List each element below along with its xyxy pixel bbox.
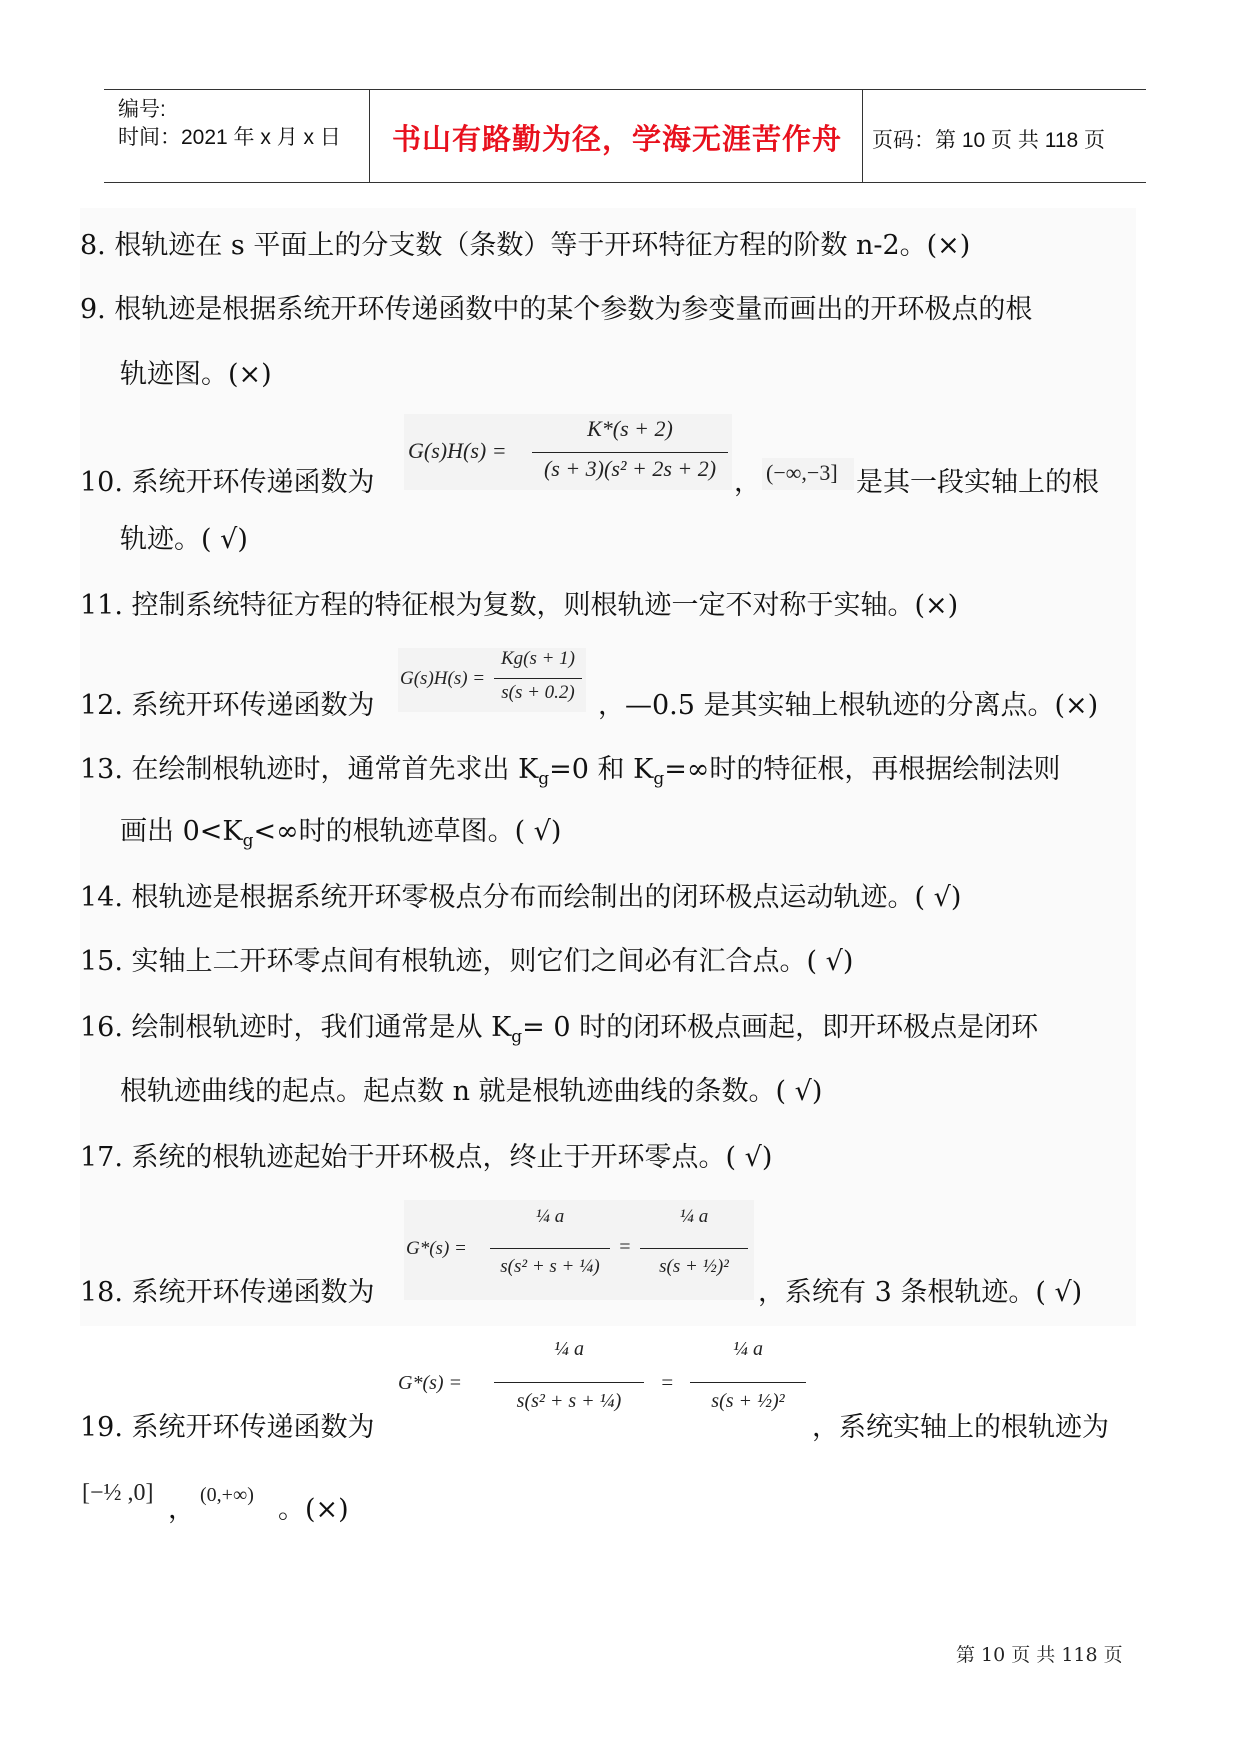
q13-text-a: 13. 在绘制根轨迹时，通常首先求出 K [80, 754, 539, 785]
formula-19-image [398, 1330, 810, 1440]
question-19-comma: ， [168, 1494, 195, 1525]
formula-18-lhs: G*(s) = [406, 1238, 467, 1259]
question-10-line2: 轨迹。( √) [120, 524, 248, 555]
header-divider-left [369, 89, 370, 182]
formula-10-denominator: (s + 3)(s² + 2s + 2) [543, 456, 717, 481]
q13-text-e: <∞时的根轨迹草图。( √) [253, 816, 562, 847]
formula-12-lhs: G(s)H(s) = [400, 668, 486, 689]
question-10-comma: ， [734, 467, 761, 498]
formula-10-numerator: K*(s + 2) [587, 416, 673, 441]
formula-12-image [398, 648, 586, 712]
formula-18-numerator-2: ¼ a [679, 1206, 709, 1227]
formula-19-interval-2 [198, 1482, 274, 1512]
formula-19-bar-2 [690, 1382, 806, 1383]
formula-19-interval-2-text: (0,+∞) [200, 1484, 254, 1506]
question-19-suffix: ，系统实轴上的根轨迹为 [812, 1412, 1109, 1443]
header-page-label: 页码：第 10 页 共 118 页 [872, 129, 1106, 152]
question-17: 17. 系统的根轨迹起始于开环极点，终止于开环零点。( √) [80, 1142, 773, 1173]
q13-sub-g2: g [653, 769, 665, 789]
formula-19-numerator-1: ¼ a [554, 1338, 584, 1360]
formula-19-denominator-2: s(s + ½)² [711, 1390, 785, 1412]
formula-19-bar-1 [494, 1382, 644, 1383]
question-12-suffix: ，—0.5 是其实轴上根轨迹的分离点。(×) [598, 690, 1099, 721]
question-19-end: 。(×) [278, 1494, 349, 1525]
formula-10-image [404, 414, 732, 490]
formula-12-numerator: Kg(s + 1) [500, 648, 576, 669]
formula-19-interval-1-text: [−½ ,0] [82, 1480, 154, 1506]
q16-sub-g: g [511, 1027, 523, 1047]
formula-19-interval-1 [82, 1466, 168, 1528]
header-top-rule [104, 89, 1146, 90]
question-9-line2: 轨迹图。(×) [120, 359, 272, 390]
question-8: 8. 根轨迹在 s 平面上的分支数（条数）等于开环特征方程的阶数 n-2。(×) [80, 230, 971, 261]
q13-sub-g3: g [242, 831, 254, 851]
question-10-prefix: 10. 系统开环传递函数为 [80, 467, 375, 498]
question-13-line2 [120, 814, 561, 859]
formula-10-fraction-bar [532, 452, 728, 453]
header-bottom-rule [104, 182, 1146, 183]
question-14: 14. 根轨迹是根据系统开环零极点分布而绘制出的闭环极点运动轨迹。( √) [80, 882, 962, 913]
question-16-line2: 根轨迹曲线的起点。起点数 n 就是根轨迹曲线的条数。( √) [120, 1076, 823, 1107]
formula-19-equals: = [660, 1370, 675, 1394]
question-12-prefix: 12. 系统开环传递函数为 [80, 690, 375, 721]
formula-18-image [404, 1200, 754, 1300]
formula-12-denominator: s(s + 0.2) [501, 682, 575, 703]
formula-18-denominator-1: s(s² + s + ¼) [500, 1256, 600, 1277]
q13-sub-g1: g [538, 769, 550, 789]
q16-text-b: = 0 时的闭环极点画起，即开环极点是闭环 [522, 1012, 1039, 1043]
q16-text-a: 16. 绘制根轨迹时，我们通常是从 K [80, 1012, 512, 1043]
question-11: 11. 控制系统特征方程的特征根为复数，则根轨迹一定不对称于实轴。(×) [80, 590, 959, 621]
q13-text-b: =0 和 K [549, 754, 654, 785]
formula-12-fraction-bar [494, 678, 582, 679]
question-18-prefix: 18. 系统开环传递函数为 [80, 1277, 375, 1308]
formula-18-bar-2 [640, 1248, 748, 1249]
question-9-line1: 9. 根轨迹是根据系统开环传递函数中的某个参数为参变量而画出的开环极点的根 [80, 294, 1033, 325]
page-footer: 第 10 页 共 118 页 [956, 1644, 1123, 1666]
formula-18-numerator-1: ¼ a [535, 1206, 565, 1227]
formula-19-denominator-1: s(s² + s + ¼) [516, 1390, 622, 1412]
question-13-line1 [80, 752, 1060, 797]
question-19-prefix: 19. 系统开环传递函数为 [80, 1412, 375, 1443]
formula-19-numerator-2: ¼ a [733, 1338, 763, 1360]
doc-number-label: 编号: [118, 98, 166, 121]
header-divider-right [862, 89, 863, 182]
question-16-line1 [80, 1010, 1038, 1055]
q13-text-c: =∞时的特征根，再根据绘制法则 [664, 754, 1061, 785]
question-10-suffix: 是其一段实轴上的根 [856, 467, 1099, 498]
formula-18-equals: = [618, 1236, 632, 1258]
formula-18-denominator-2: s(s + ½)² [659, 1256, 729, 1277]
formula-10-interval-text: (−∞,−3] [766, 460, 838, 485]
question-15: 15. 实轴上二开环零点间有根轨迹，则它们之间必有汇合点。( √) [80, 946, 854, 977]
formula-19-lhs: G*(s) = [398, 1372, 463, 1394]
doc-time-label: 时间：2021 年 x 月 x 日 [118, 126, 341, 149]
formula-10-lhs: G(s)H(s) = [408, 438, 507, 463]
page-header [0, 0, 1241, 200]
formula-18-bar-1 [490, 1248, 610, 1249]
question-18-suffix: ，系统有 3 条根轨迹。( √) [758, 1277, 1083, 1308]
q13-text-d: 画出 0<K [120, 816, 243, 847]
formula-10-interval [762, 458, 854, 490]
header-motto: 书山有路勤为径，学海无涯苦作舟 [391, 122, 842, 156]
